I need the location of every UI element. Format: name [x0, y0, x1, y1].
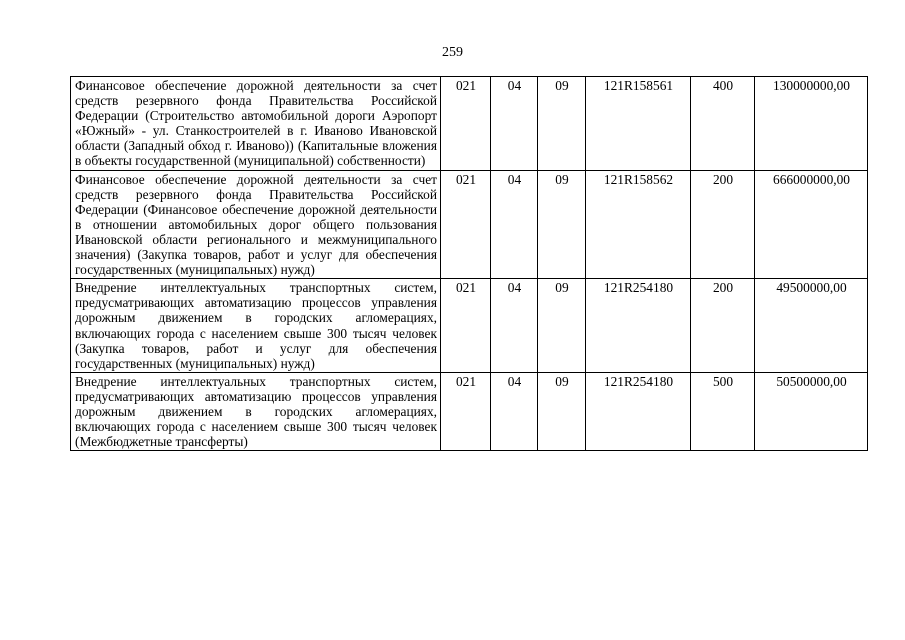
- amount-value: 50500000,00: [755, 372, 868, 450]
- table-row: [71, 279, 868, 373]
- expense-type-code: 200: [691, 279, 755, 373]
- table-row: [71, 77, 868, 171]
- ministry-code: 021: [441, 372, 491, 450]
- expense-type-code: 200: [691, 170, 755, 279]
- target-article-code: 121R254180: [586, 279, 691, 373]
- subsection-code: 09: [538, 77, 586, 171]
- budget-table: [70, 76, 868, 451]
- row-description: Финансовое обеспечение дорожной деятельности за счет средств резервного фонда Правительства Российской Федерации (Финансовое обеспечение дорожной деятельности в отношении автомобильных дорог общего пользования Ивановской области регионального и межмуниципального значения) (Закупка товаров, работ и услуг для обеспечения государственных (муниципальных) нужд): [71, 170, 441, 279]
- subsection-code: 09: [538, 279, 586, 373]
- table-row: [71, 372, 868, 450]
- ministry-code: 021: [441, 170, 491, 279]
- expense-type-code: 500: [691, 372, 755, 450]
- row-description: Финансовое обеспечение дорожной деятельности за счет средств резервного фонда Правительства Российской Федерации (Строительство автомобильной дороги Аэропорт «Южный» - ул. Станкостроителей в г. Иваново Ивановской области (Западный обход г. Иваново)) (Капитальные вложения в объекты государственной (муниципальной) собственности): [71, 77, 441, 171]
- amount-value: 130000000,00: [755, 77, 868, 171]
- section-code: 04: [491, 170, 538, 279]
- target-article-code: 121R158562: [586, 170, 691, 279]
- row-description: Внедрение интеллектуальных транспортных систем, предусматривающих автоматизацию процессов управления дорожным движением в городских агломерациях, включающих города с населением свыше 300 тысяч человек (Межбюджетные трансферты): [71, 372, 441, 450]
- ministry-code: 021: [441, 77, 491, 171]
- target-article-code: 121R158561: [586, 77, 691, 171]
- page-number: 259: [442, 45, 463, 60]
- expense-type-code: 400: [691, 77, 755, 171]
- row-description: Внедрение интеллектуальных транспортных систем, предусматривающих автоматизацию процессов управления дорожным движением в городских агломерациях, включающих города с населением свыше 300 тысяч человек (Закупка товаров, работ и услуг для обеспечения государственных (муниципальных) нужд): [71, 279, 441, 373]
- section-code: 04: [491, 77, 538, 171]
- target-article-code: 121R254180: [586, 372, 691, 450]
- ministry-code: 021: [441, 279, 491, 373]
- subsection-code: 09: [538, 372, 586, 450]
- subsection-code: 09: [538, 170, 586, 279]
- amount-value: 666000000,00: [755, 170, 868, 279]
- table-row: [71, 170, 868, 279]
- amount-value: 49500000,00: [755, 279, 868, 373]
- section-code: 04: [491, 372, 538, 450]
- section-code: 04: [491, 279, 538, 373]
